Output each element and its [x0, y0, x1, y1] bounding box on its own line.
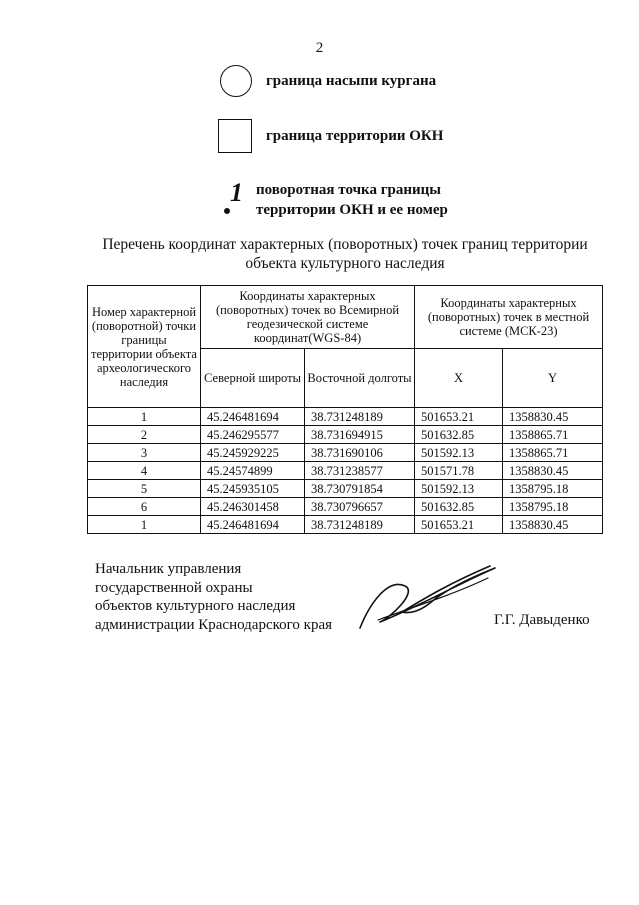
cell-longitude: 38.731238577 [305, 462, 415, 480]
table-row [88, 444, 603, 462]
cell-x: 501592.13 [415, 444, 503, 462]
legend-mound-label: граница насыпи кургана [266, 73, 437, 89]
cell-latitude: 45.246481694 [201, 516, 305, 534]
header-north-latitude: Северной широты [201, 349, 305, 408]
legend-mound [218, 65, 436, 97]
signer-title-line4: администрации Краснодарского края [95, 616, 333, 633]
cell-point-number: 3 [88, 444, 201, 462]
cell-x: 501632.85 [415, 498, 503, 516]
page-number: 2 [315, 40, 324, 56]
signer-title-line1: Начальник управления [95, 561, 242, 577]
table-row [88, 408, 603, 426]
cell-y: 1358795.18 [503, 498, 603, 516]
turning-point-number: 1 [230, 178, 243, 207]
legend-territory [218, 119, 443, 153]
cell-longitude: 38.730796657 [305, 498, 415, 516]
turning-point-dot [224, 208, 230, 214]
legend-point-label [256, 180, 448, 220]
table-row [88, 480, 603, 498]
table-row [88, 426, 603, 444]
cell-longitude: 38.731248189 [305, 516, 415, 534]
table-row [88, 498, 603, 516]
cell-y: 1358830.45 [503, 462, 603, 480]
cell-latitude: 45.245929225 [201, 444, 305, 462]
cell-y: 1358795.18 [503, 480, 603, 498]
cell-longitude: 38.730791854 [305, 480, 415, 498]
cell-longitude: 38.731694915 [305, 426, 415, 444]
cell-x: 501592.13 [415, 480, 503, 498]
signer-title-line2: государственной охраны [95, 579, 253, 596]
legend-point-line1: поворотная точка границы [256, 182, 441, 198]
table-heading-line2: объекта культурного наследия [245, 255, 445, 272]
cell-y: 1358865.71 [503, 444, 603, 462]
handwritten-signature-icon [350, 548, 500, 638]
cell-longitude: 38.731690106 [305, 444, 415, 462]
cell-y: 1358830.45 [503, 516, 603, 534]
cell-latitude: 45.24574899 [201, 462, 305, 480]
cell-latitude: 45.246481694 [201, 408, 305, 426]
cell-x: 501653.21 [415, 408, 503, 426]
table-row [88, 516, 603, 534]
header-x: X [415, 349, 503, 408]
cell-point-number: 2 [88, 426, 201, 444]
cell-point-number: 1 [88, 516, 201, 534]
cell-x: 501653.21 [415, 516, 503, 534]
legend-point-line2: территории ОКН и ее номер [256, 202, 448, 218]
cell-x: 501571.78 [415, 462, 503, 480]
cell-y: 1358865.71 [503, 426, 603, 444]
circle-symbol-icon [220, 65, 252, 97]
header-east-longitude: Восточной долготы [305, 349, 415, 408]
signer-name: Г.Г. Давыденко [494, 612, 590, 628]
cell-point-number: 5 [88, 480, 201, 498]
header-y: Y [503, 349, 603, 408]
cell-point-number: 4 [88, 462, 201, 480]
table-heading [60, 235, 630, 273]
signer-title-line3: объектов культурного наследия [95, 598, 296, 614]
table-row [88, 462, 603, 480]
cell-point-number: 6 [88, 498, 201, 516]
cell-latitude: 45.246301458 [201, 498, 305, 516]
signature-block [95, 560, 332, 634]
header-point-number: Номер характерной (поворотной) точки границы территории объекта археологического наследия [88, 286, 201, 408]
coordinates-table [87, 285, 603, 534]
cell-latitude: 45.245935105 [201, 480, 305, 498]
turning-point-icon [218, 178, 252, 218]
cell-latitude: 45.246295577 [201, 426, 305, 444]
square-symbol-icon [218, 119, 252, 153]
cell-y: 1358830.45 [503, 408, 603, 426]
cell-point-number: 1 [88, 408, 201, 426]
legend-territory-label: граница территории ОКН [266, 128, 444, 144]
cell-longitude: 38.731248189 [305, 408, 415, 426]
header-msk23: Координаты характерных (поворотных) точек в местной системе (МСК-23) [415, 286, 603, 349]
table-heading-line1: Перечень координат характерных (поворотных) точек границ территории [102, 236, 588, 253]
header-wgs84: Координаты характерных (поворотных) точек во Всемирной геодезической системе координат(WGS-84) [201, 286, 415, 349]
cell-x: 501632.85 [415, 426, 503, 444]
legend-point [218, 180, 448, 220]
